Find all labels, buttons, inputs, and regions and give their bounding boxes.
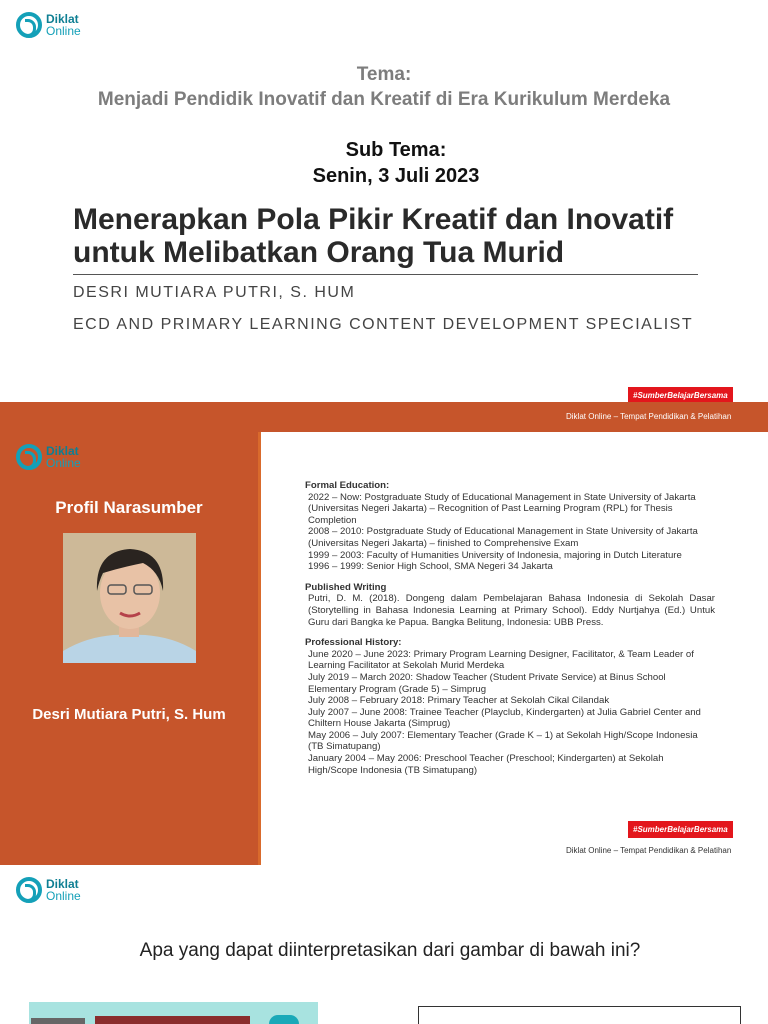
profile-panel [0,432,261,865]
main-title [73,203,753,269]
list-item: 1996 – 1999: Senior High School, SMA Negeri 34 Jakarta [308,561,553,573]
writing-title: Published Writing [305,581,387,593]
speaker-name: Desri Mutiara Putri, S. Hum [32,706,226,723]
speaker-cv [305,480,715,785]
logo-text-2: Online [46,456,81,470]
list-item: July 2007 – June 2008: Trainee Teacher (Playclub, Kindergarten) at Julia Gabriel Center and Chiltern House Jakarta (Simprug) [308,706,701,730]
diklat-online-logo [16,12,81,38]
footer-bar [0,402,768,432]
title-line-1: Menerapkan Pola Pikir Kreatif dan Inovatif [73,203,674,236]
hashtag-badge: #SumberBelajarBersama [628,821,733,838]
education-section [305,480,715,573]
list-item: 1999 – 2003: Faculty of Humanities University of Indonesia, majoring in Dutch Literature [308,549,682,561]
diklat-online-logo [16,877,81,903]
list-item: July 2008 – February 2018: Primary Teacher at Sekolah Cikal Cilandak [308,695,610,707]
speaker-title: ECD AND PRIMARY LEARNING CONTENT DEVELOPMENT SPECIALIST [73,316,694,333]
image-frame [418,1006,741,1024]
question-text: Apa yang dapat diinterpretasikan dari gambar di bawah ini? [139,940,641,961]
list-item: June 2020 – June 2023: Primary Program Learning Designer, Facilitator, & Team Leader of Learning Facilitator at Sekolah Murid Merdeka [308,648,694,672]
logo-text-2: Online [46,24,81,38]
diklat-logo-icon [16,444,42,470]
history-title: Professional History: [305,637,402,649]
list-item: 2022 – Now: Postgraduate Study of Educational Management in State University of Jakarta (Universitas Negeri Jakarta) – Recognition of Past Learning Program (RPL) for Thesis Completion [308,491,696,526]
tema-label: Tema: [356,64,412,85]
writing-section [305,582,715,628]
logo-text-2: Online [46,889,81,903]
education-title: Formal Education: [305,480,390,491]
session-date: Senin, 3 Juli 2023 [312,165,480,187]
sub-tema-label: Sub Tema: [345,139,447,161]
list-item: Putri, D. M. (2018). Dongeng dalam Pembelajaran Bahasa Indonesia di Sekolah Dasar (Storytelling in Bahasa Indonesia Learning at Primary School). Eddy Nurtjahya (Ed.) Untuk Guru dari Bangka ke Papua. Bangka Belitung, Indonesia: UBB Press. [308,593,715,628]
footer-text: Diklat Online – Tempat Pendidikan & Pelatihan [566,846,732,855]
tema-text: Menjadi Pendidik Inovatif dan Kreatif di Era Kurikulum Merdeka [97,89,671,110]
logo-text-1: Diklat [46,12,79,26]
diklat-logo-icon [16,12,42,38]
list-item: May 2006 – July 2007: Elementary Teacher (Grade K – 1) at Sekolah High/Scope Indonesia (TB Simatupang) [308,729,698,753]
logo-text-1: Diklat [46,877,79,891]
history-section [305,637,715,776]
title-divider [73,274,698,275]
speaker-photo [63,533,196,663]
footer-text: Diklat Online – Tempat Pendidikan & Pelatihan [566,412,732,421]
title-line-2: untuk Melibatkan Orang Tua Murid [73,236,565,269]
diklat-logo-icon [16,877,42,903]
illustration-image [29,1002,318,1024]
slide-cover [0,0,768,432]
speaker-name: DESRI MUTIARA PUTRI, S. HUM [73,284,356,301]
list-item: July 2019 – March 2020: Shadow Teacher (Student Private Service) at Binus School Elementary Program (Grade 5) – Simprug [308,671,666,695]
list-item: 2008 – 2010: Postgraduate Study of Educational Management in State University of Jakarta (Universitas Negeri Jakarta) – finished to Comprehensive Exam [308,526,698,549]
list-item: January 2004 – May 2006: Preschool Teacher (Preschool; Kindergarten) at Sekolah High/Scope Indonesia (TB Simatupang) [308,753,664,776]
logo-text-1: Diklat [46,444,79,458]
diklat-online-logo [16,444,81,470]
slide-profile [0,432,768,865]
profile-heading: Profil Narasumber [55,498,203,517]
slide-question [0,865,768,1024]
hashtag-badge: #SumberBelajarBersama [628,387,733,404]
